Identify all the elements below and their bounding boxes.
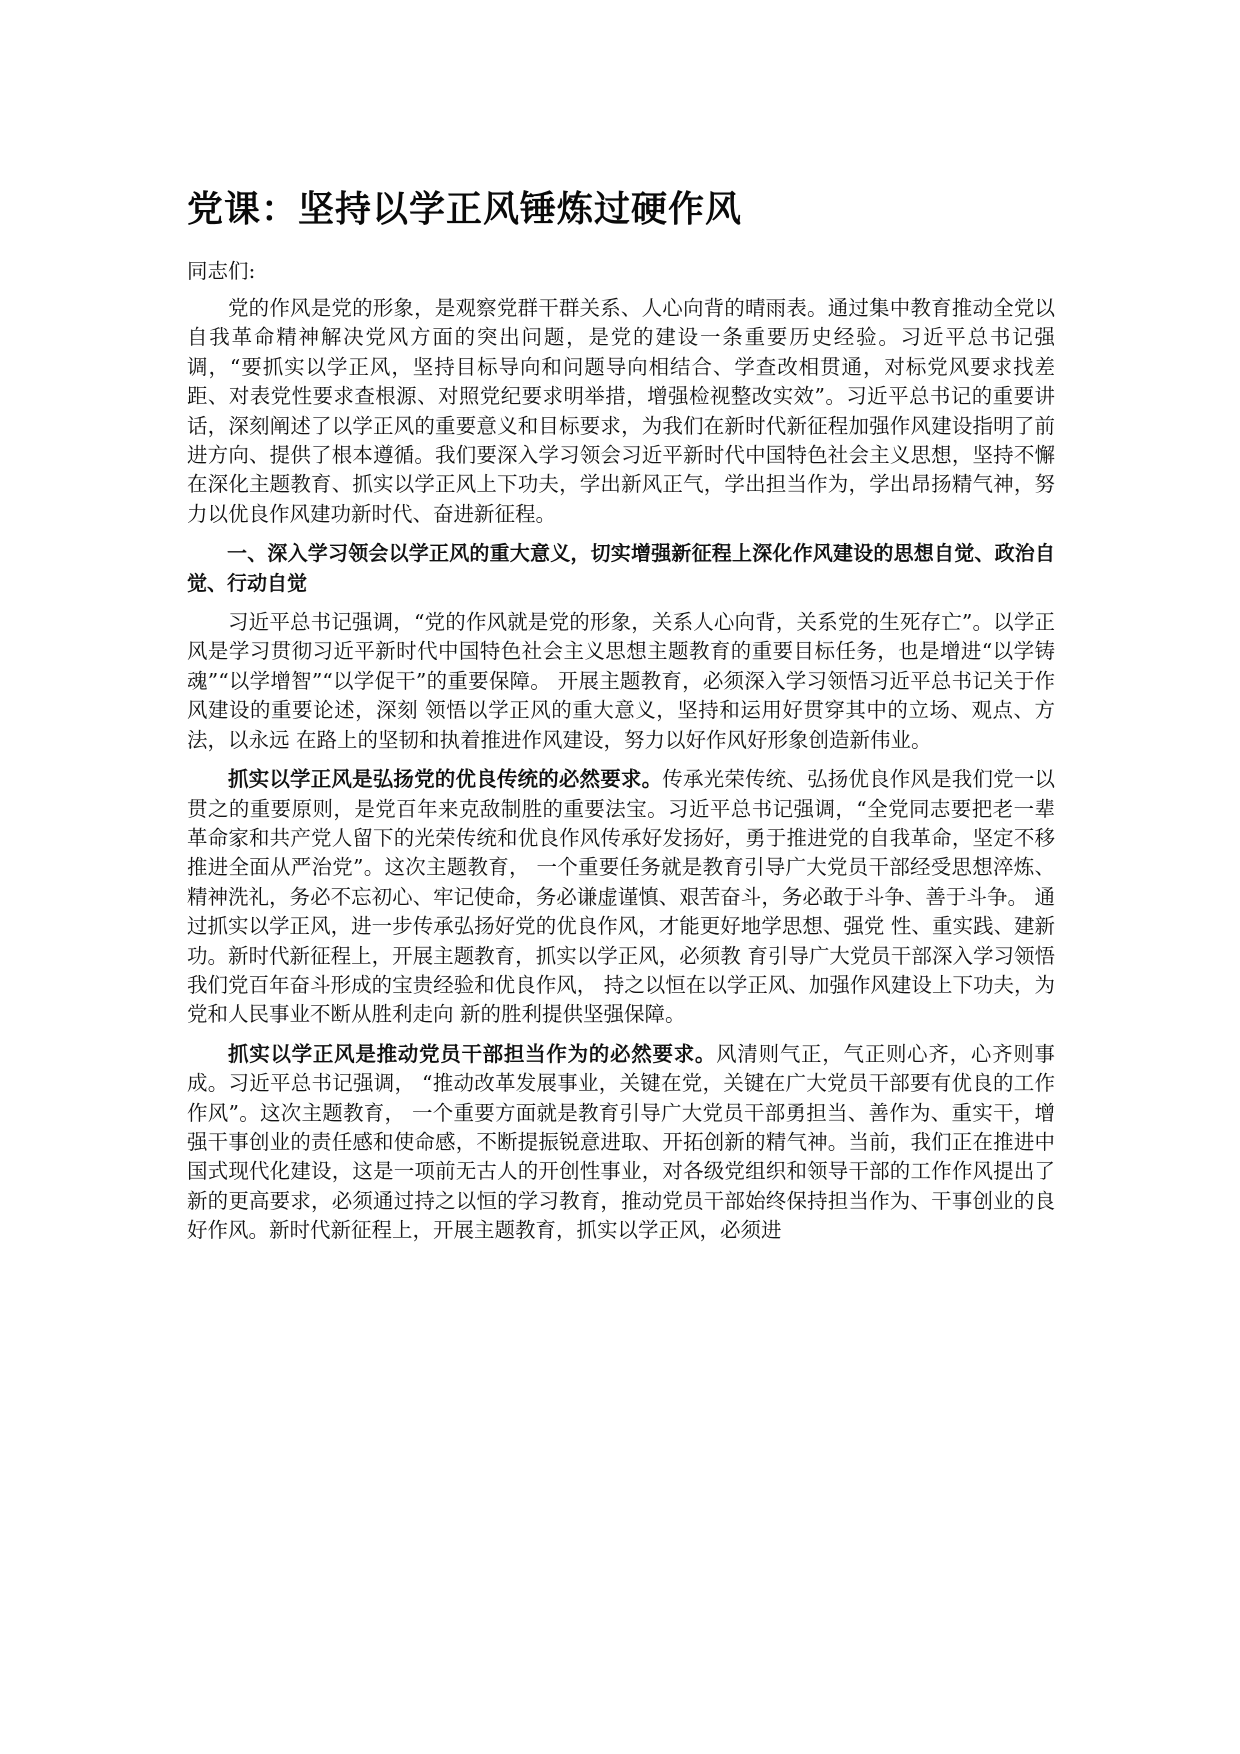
document-page	[187, 185, 1055, 1256]
intro-paragraph: 党的作风是党的形象，是观察党群干群关系、人心向背的晴雨表。通过集中教育推动全党以自我革命精神解决党风方面的突出问题，是党的建设一条重要历史经验。习近平总书记强调，“要抓实以学正风，坚持目标导向和问题导向相结合、学查改相贯通，对标党风要求找差距、对表党性要求查根源、对照党纪要求明举措，增强检视整改实效”。习近平总书记的重要讲话，深刻阐述了以学正风的重要意义和目标要求，为我们在新时代新征程加强作风建设指明了前进方向、提供了根本遵循。我们要深入学习领会习近平新时代中国特色社会主义思想，坚持不懈在深化主题教育、抓实以学正风上下功夫，学出新风正气，学出担当作为，学出昂扬精气神，努力以优良作风建功新时代、奋进新征程。	[187, 296, 1055, 526]
point-2-body: 风清则气正，气正则心齐，心齐则事成。习近平总书记强调， “推动改革发展事业，关键在党，关键在广大党员干部要有优良的工作作风”。这次主题教育， 一个重要方面就是教育引导广大党员干部勇担当、善作为、重实干，增强干事创业的责任感和使命感，不断提振锐意进取、开拓创新的精气神。当前，我们正在推进中国式现代化建设，这是一项前无古人的开创性事业，对各级党组织和领导干部的工作作风提出了新的更高要求，必须通过持之以恒的学习教育，推动党员干部始终保持担当作为、干事创业的良好作风。新时代新征程上，开展主题教育，抓实以学正风，必须进	[187, 1041, 1056, 1243]
section-1-paragraph: 习近平总书记强调，“党的作风就是党的形象，关系人心向背，关系党的生死存亡”。以学正风是学习贯彻习近平新时代中国特色社会主义思想主题教育的重要目标任务，也是增进“以学铸魂”“以学增智”“以学促干”的重要保障。 开展主题教育，必须深入学习领悟习近平总书记关于作风建设的重要论述，深刻 领悟以学正风的重大意义，坚持和运用好贯穿其中的立场、观点、方法，以永远 在路上的坚韧和执着推进作风建设，努力以好作风好形象创造新伟业。	[187, 610, 1055, 752]
section-1-heading: 一、深入学习领会以学正风的重大意义，切实增强新征程上深化作风建设的思想自觉、政治自觉、行动自觉	[187, 541, 1055, 595]
point-1-paragraph	[187, 765, 1055, 1030]
point-1-body: 传承光荣传统、弘扬优良作风是我们党一以贯之的重要原则，是党百年来克敌制胜的重要法宝。习近平总书记强调，“全党同志要把老一辈革命家和共产党人留下的光荣传统和优良作风传承好发扬好，勇于推进党的自我革命，坚定不移推进全面从严治党”。这次主题教育， 一个重要任务就是教育引导广大党员干部经受思想淬炼、精神洗礼，务必不忘初心、牢记使命，务必谦虚谨慎、艰苦奋斗，务必敢于斗争、善于斗争。 通过抓实以学正风，进一步传承弘扬好党的优良作风，才能更好地学思想、强党 性、重实践、建新功。新时代新征程上，开展主题教育，抓实以学正风，必须教 育引导广大党员干部深入学习领悟我们党百年奋斗形成的宝贵经验和优良作风， 持之以恒在以学正风、加强作风建设上下功夫，为党和人民事业不断从胜利走向 新的胜利提供坚强保障。	[187, 767, 1056, 1027]
document-title: 党课：坚持以学正风锤炼过硬作风	[187, 189, 743, 230]
point-1-lead: 抓实以学正风是弘扬党的优良传统的必然要求。	[228, 767, 663, 792]
point-2-lead: 抓实以学正风是推动党员干部担当作为的必然要求。	[228, 1041, 717, 1066]
point-2-paragraph	[187, 1040, 1055, 1246]
salutation: 同志们:	[187, 259, 256, 283]
